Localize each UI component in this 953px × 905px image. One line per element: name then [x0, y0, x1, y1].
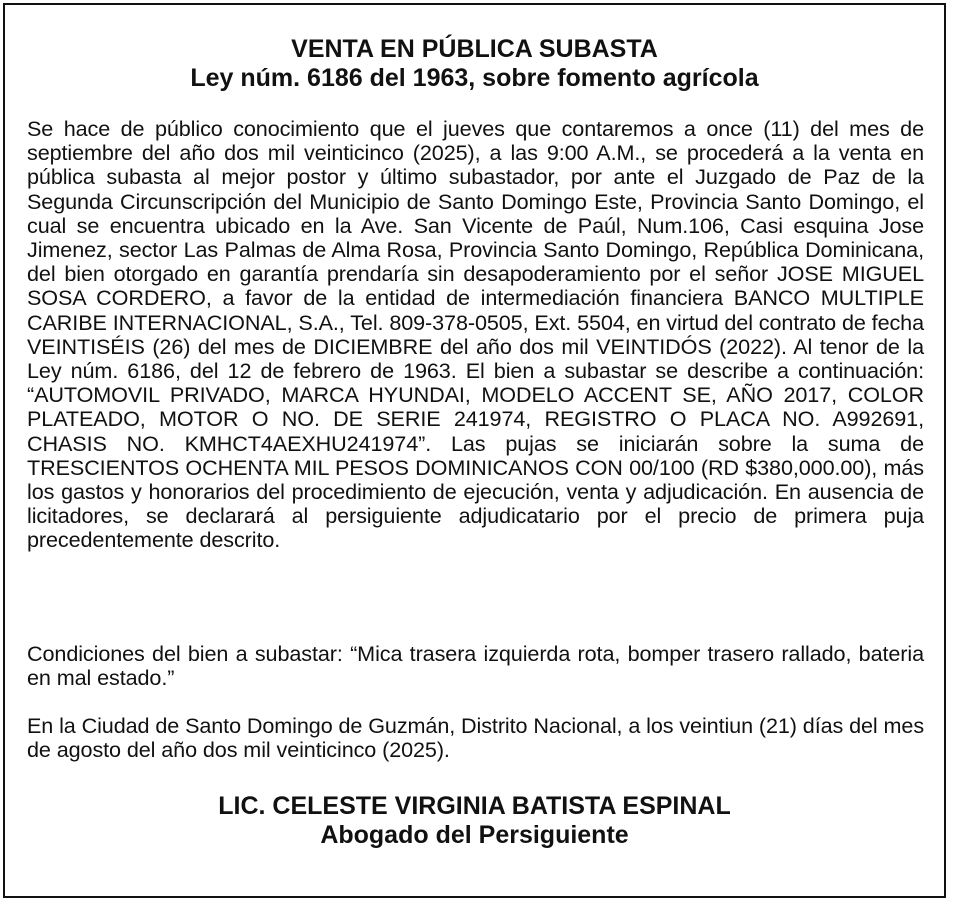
- notice-paragraph-conditions: Condiciones del bien a subastar: “Mica trasera izquierda rota, bomper trasero rallado, bateria en mal estado.”: [27, 641, 924, 691]
- signature-name: LIC. CELESTE VIRGINIA BATISTA ESPINAL: [218, 792, 731, 820]
- notice-subtitle: Ley núm. 6186 del 1963, sobre fomento agrícola: [190, 64, 759, 92]
- legal-notice-frame: [3, 3, 946, 898]
- signature-block: [5, 792, 944, 850]
- notice-paragraph-date: En la Ciudad de Santo Domingo de Guzmán, Distrito Nacional, a los veintiun (21) días del mes de agosto del año dos mil veinticinco (2025).: [27, 713, 925, 763]
- signature-role: Abogado del Persiguiente: [320, 821, 629, 849]
- notice-header: [5, 35, 944, 93]
- notice-title: VENTA EN PÚBLICA SUBASTA: [291, 35, 658, 63]
- notice-paragraph-main: Se hace de público conocimiento que el jueves que contaremos a once (11) del mes de septiembre del año dos mil veinticinco (2025), a las 9:00 A.M., se procederá a la venta en pública subasta al mejor postor y último subastador, por ante el Juzgado de Paz de la Segunda Circunscripción del Municipio de Santo Domingo Este, Provincia Santo Domingo, el cual se encuentra ubicado en la Ave. San Vicente de Paúl, Num.106, Casi esquina Jose Jimenez, sector Las Palmas de Alma Rosa, Provincia Santo Domingo, República Dominicana, del bien otorgado en garantía prendaría sin desapoderamiento por el señor JOSE MIGUEL SOSA CORDERO, a favor de la entidad de intermediación financiera BANCO MULTIPLE CARIBE INTERNACIONAL, S.A., Tel. 809-378-0505, Ext. 5504, en virtud del contrato de fecha VEINTISÉIS (26) del mes de DICIEMBRE del año dos mil VEINTIDÓS (2022). Al tenor de la Ley núm. 6186, del 12 de febrero de 1963. El bien a subastar se describe a continuación: “AUTOMOVIL PRIVADO, MARCA HYUNDAI, MODELO ACCENT SE, AÑO 2017, COLOR PLATEADO, MOTOR O NO. DE SERIE 241974, REGISTRO O PLACA NO. A992691, CHASIS NO. KMHCT4AEXHU241974”. Las pujas se iniciarán sobre la suma de TRESCIENTOS OCHENTA MIL PESOS DOMINICANOS CON 00/100 (RD $380,000.00), más los gastos y honorarios del procedimiento de ejecución, venta y adjudicación. En ausencia de licitadores, se declarará al persiguiente adjudicatario por el precio de primera puja precedentemente descrito.: [27, 116, 924, 553]
